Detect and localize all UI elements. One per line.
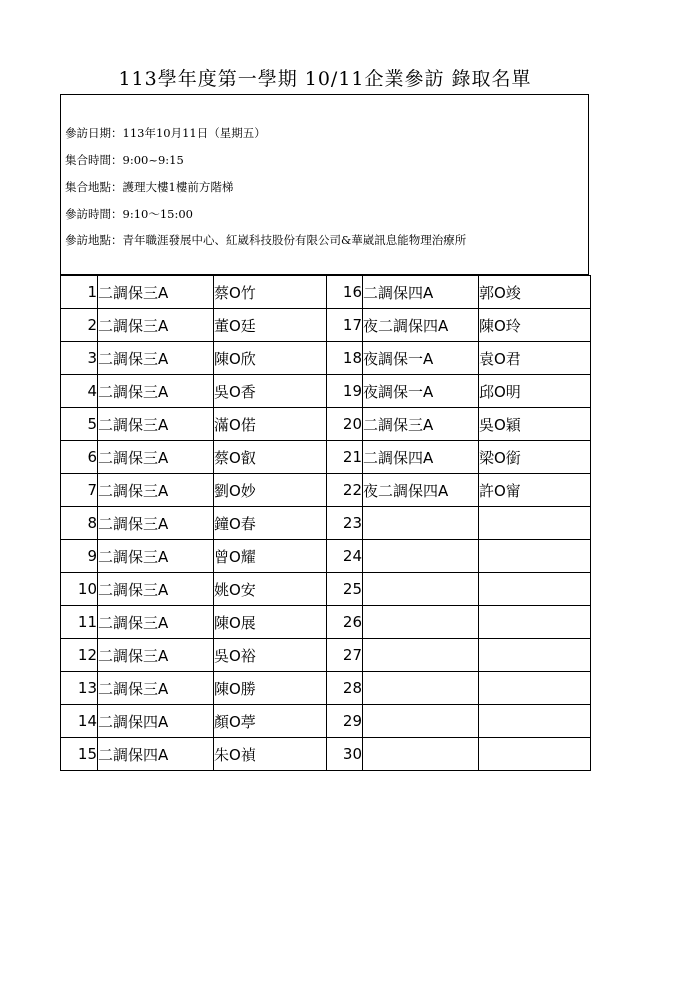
student-name: 郭O竣 xyxy=(479,276,591,309)
student-class xyxy=(363,672,479,705)
table-row xyxy=(61,540,591,573)
student-number: 2 xyxy=(61,309,98,342)
student-number: 9 xyxy=(61,540,98,573)
student-number: 24 xyxy=(327,540,363,573)
student-name: 朱O禎 xyxy=(214,738,327,771)
student-name: 陳O勝 xyxy=(214,672,327,705)
student-class: 二調保三A xyxy=(98,408,214,441)
student-class: 二調保四A xyxy=(363,441,479,474)
student-class: 夜調保一A xyxy=(363,375,479,408)
roster-table xyxy=(60,275,591,771)
student-name: 陳O欣 xyxy=(214,342,327,375)
student-class: 夜二調保四A xyxy=(363,474,479,507)
student-number: 27 xyxy=(327,639,363,672)
student-name xyxy=(479,540,591,573)
student-number: 28 xyxy=(327,672,363,705)
page-title: 113學年度第一學期 10/11企業參訪 錄取名單 xyxy=(118,68,532,90)
student-name: 吳O香 xyxy=(214,375,327,408)
visit-date: 參訪日期：113年10月11日（星期五） xyxy=(65,126,266,140)
visit-info-box xyxy=(60,94,589,275)
student-class: 二調保三A xyxy=(363,408,479,441)
student-name xyxy=(479,738,591,771)
table-row xyxy=(61,705,591,738)
student-name: 袁O君 xyxy=(479,342,591,375)
student-class: 夜二調保四A xyxy=(363,309,479,342)
student-number: 12 xyxy=(61,639,98,672)
table-row xyxy=(61,507,591,540)
student-name xyxy=(479,507,591,540)
table-row xyxy=(61,573,591,606)
student-name: 蔡O叡 xyxy=(214,441,327,474)
student-number: 3 xyxy=(61,342,98,375)
student-name: 梁O銜 xyxy=(479,441,591,474)
student-number: 29 xyxy=(327,705,363,738)
student-number: 22 xyxy=(327,474,363,507)
student-name: 董O廷 xyxy=(214,309,327,342)
student-number: 26 xyxy=(327,606,363,639)
student-name: 鐘O春 xyxy=(214,507,327,540)
student-name xyxy=(479,573,591,606)
student-class: 二調保三A xyxy=(98,474,214,507)
student-number: 11 xyxy=(61,606,98,639)
student-number: 4 xyxy=(61,375,98,408)
student-number: 25 xyxy=(327,573,363,606)
student-class: 二調保四A xyxy=(363,276,479,309)
student-number: 17 xyxy=(327,309,363,342)
student-name xyxy=(479,705,591,738)
student-number: 10 xyxy=(61,573,98,606)
visit-location: 參訪地點：青年職涯發展中心、紅崴科技股份有限公司&華崴訊息能物理治療所 xyxy=(65,233,467,247)
student-number: 6 xyxy=(61,441,98,474)
student-number: 7 xyxy=(61,474,98,507)
table-row xyxy=(61,408,591,441)
student-class xyxy=(363,705,479,738)
table-row xyxy=(61,606,591,639)
table-row xyxy=(61,474,591,507)
student-name: 曾O耀 xyxy=(214,540,327,573)
student-name: 陳O玲 xyxy=(479,309,591,342)
student-number: 20 xyxy=(327,408,363,441)
gathering-place: 集合地點：護理大樓1樓前方階梯 xyxy=(65,180,234,194)
table-row xyxy=(61,375,591,408)
table-row xyxy=(61,309,591,342)
student-class: 二調保四A xyxy=(98,738,214,771)
student-name: 吳O穎 xyxy=(479,408,591,441)
student-name: 許O甯 xyxy=(479,474,591,507)
student-class: 二調保三A xyxy=(98,573,214,606)
gathering-time: 集合時間：9:00~9:15 xyxy=(65,153,184,167)
student-name: 姚O安 xyxy=(214,573,327,606)
table-row xyxy=(61,672,591,705)
student-number: 14 xyxy=(61,705,98,738)
student-number: 19 xyxy=(327,375,363,408)
student-number: 21 xyxy=(327,441,363,474)
student-class xyxy=(363,738,479,771)
student-name: 吳O裕 xyxy=(214,639,327,672)
student-class: 二調保三A xyxy=(98,507,214,540)
student-number: 15 xyxy=(61,738,98,771)
student-name xyxy=(479,672,591,705)
student-class: 二調保三A xyxy=(98,441,214,474)
student-name: 滿O偌 xyxy=(214,408,327,441)
table-row xyxy=(61,738,591,771)
visit-time: 參訪時間：9:10～15:00 xyxy=(65,207,193,221)
student-name xyxy=(479,639,591,672)
student-class: 二調保三A xyxy=(98,606,214,639)
student-class xyxy=(363,507,479,540)
student-class: 二調保三A xyxy=(98,342,214,375)
table-row xyxy=(61,276,591,309)
table-row xyxy=(61,639,591,672)
student-class xyxy=(363,573,479,606)
student-class xyxy=(363,639,479,672)
student-number: 5 xyxy=(61,408,98,441)
student-class xyxy=(363,606,479,639)
student-class: 二調保三A xyxy=(98,375,214,408)
student-name: 蔡O竹 xyxy=(214,276,327,309)
student-name: 劉O妙 xyxy=(214,474,327,507)
student-class: 二調保三A xyxy=(98,309,214,342)
student-class: 二調保三A xyxy=(98,672,214,705)
student-number: 30 xyxy=(327,738,363,771)
student-class: 二調保三A xyxy=(98,276,214,309)
student-class: 二調保三A xyxy=(98,540,214,573)
student-name: 邱O明 xyxy=(479,375,591,408)
student-class xyxy=(363,540,479,573)
student-number: 18 xyxy=(327,342,363,375)
student-name: 顏O葶 xyxy=(214,705,327,738)
student-class: 夜調保一A xyxy=(363,342,479,375)
student-number: 23 xyxy=(327,507,363,540)
student-class: 二調保四A xyxy=(98,705,214,738)
student-number: 13 xyxy=(61,672,98,705)
student-number: 8 xyxy=(61,507,98,540)
student-name: 陳O展 xyxy=(214,606,327,639)
student-number: 1 xyxy=(61,276,98,309)
student-name xyxy=(479,606,591,639)
table-row xyxy=(61,441,591,474)
student-number: 16 xyxy=(327,276,363,309)
table-row xyxy=(61,342,591,375)
student-class: 二調保三A xyxy=(98,639,214,672)
